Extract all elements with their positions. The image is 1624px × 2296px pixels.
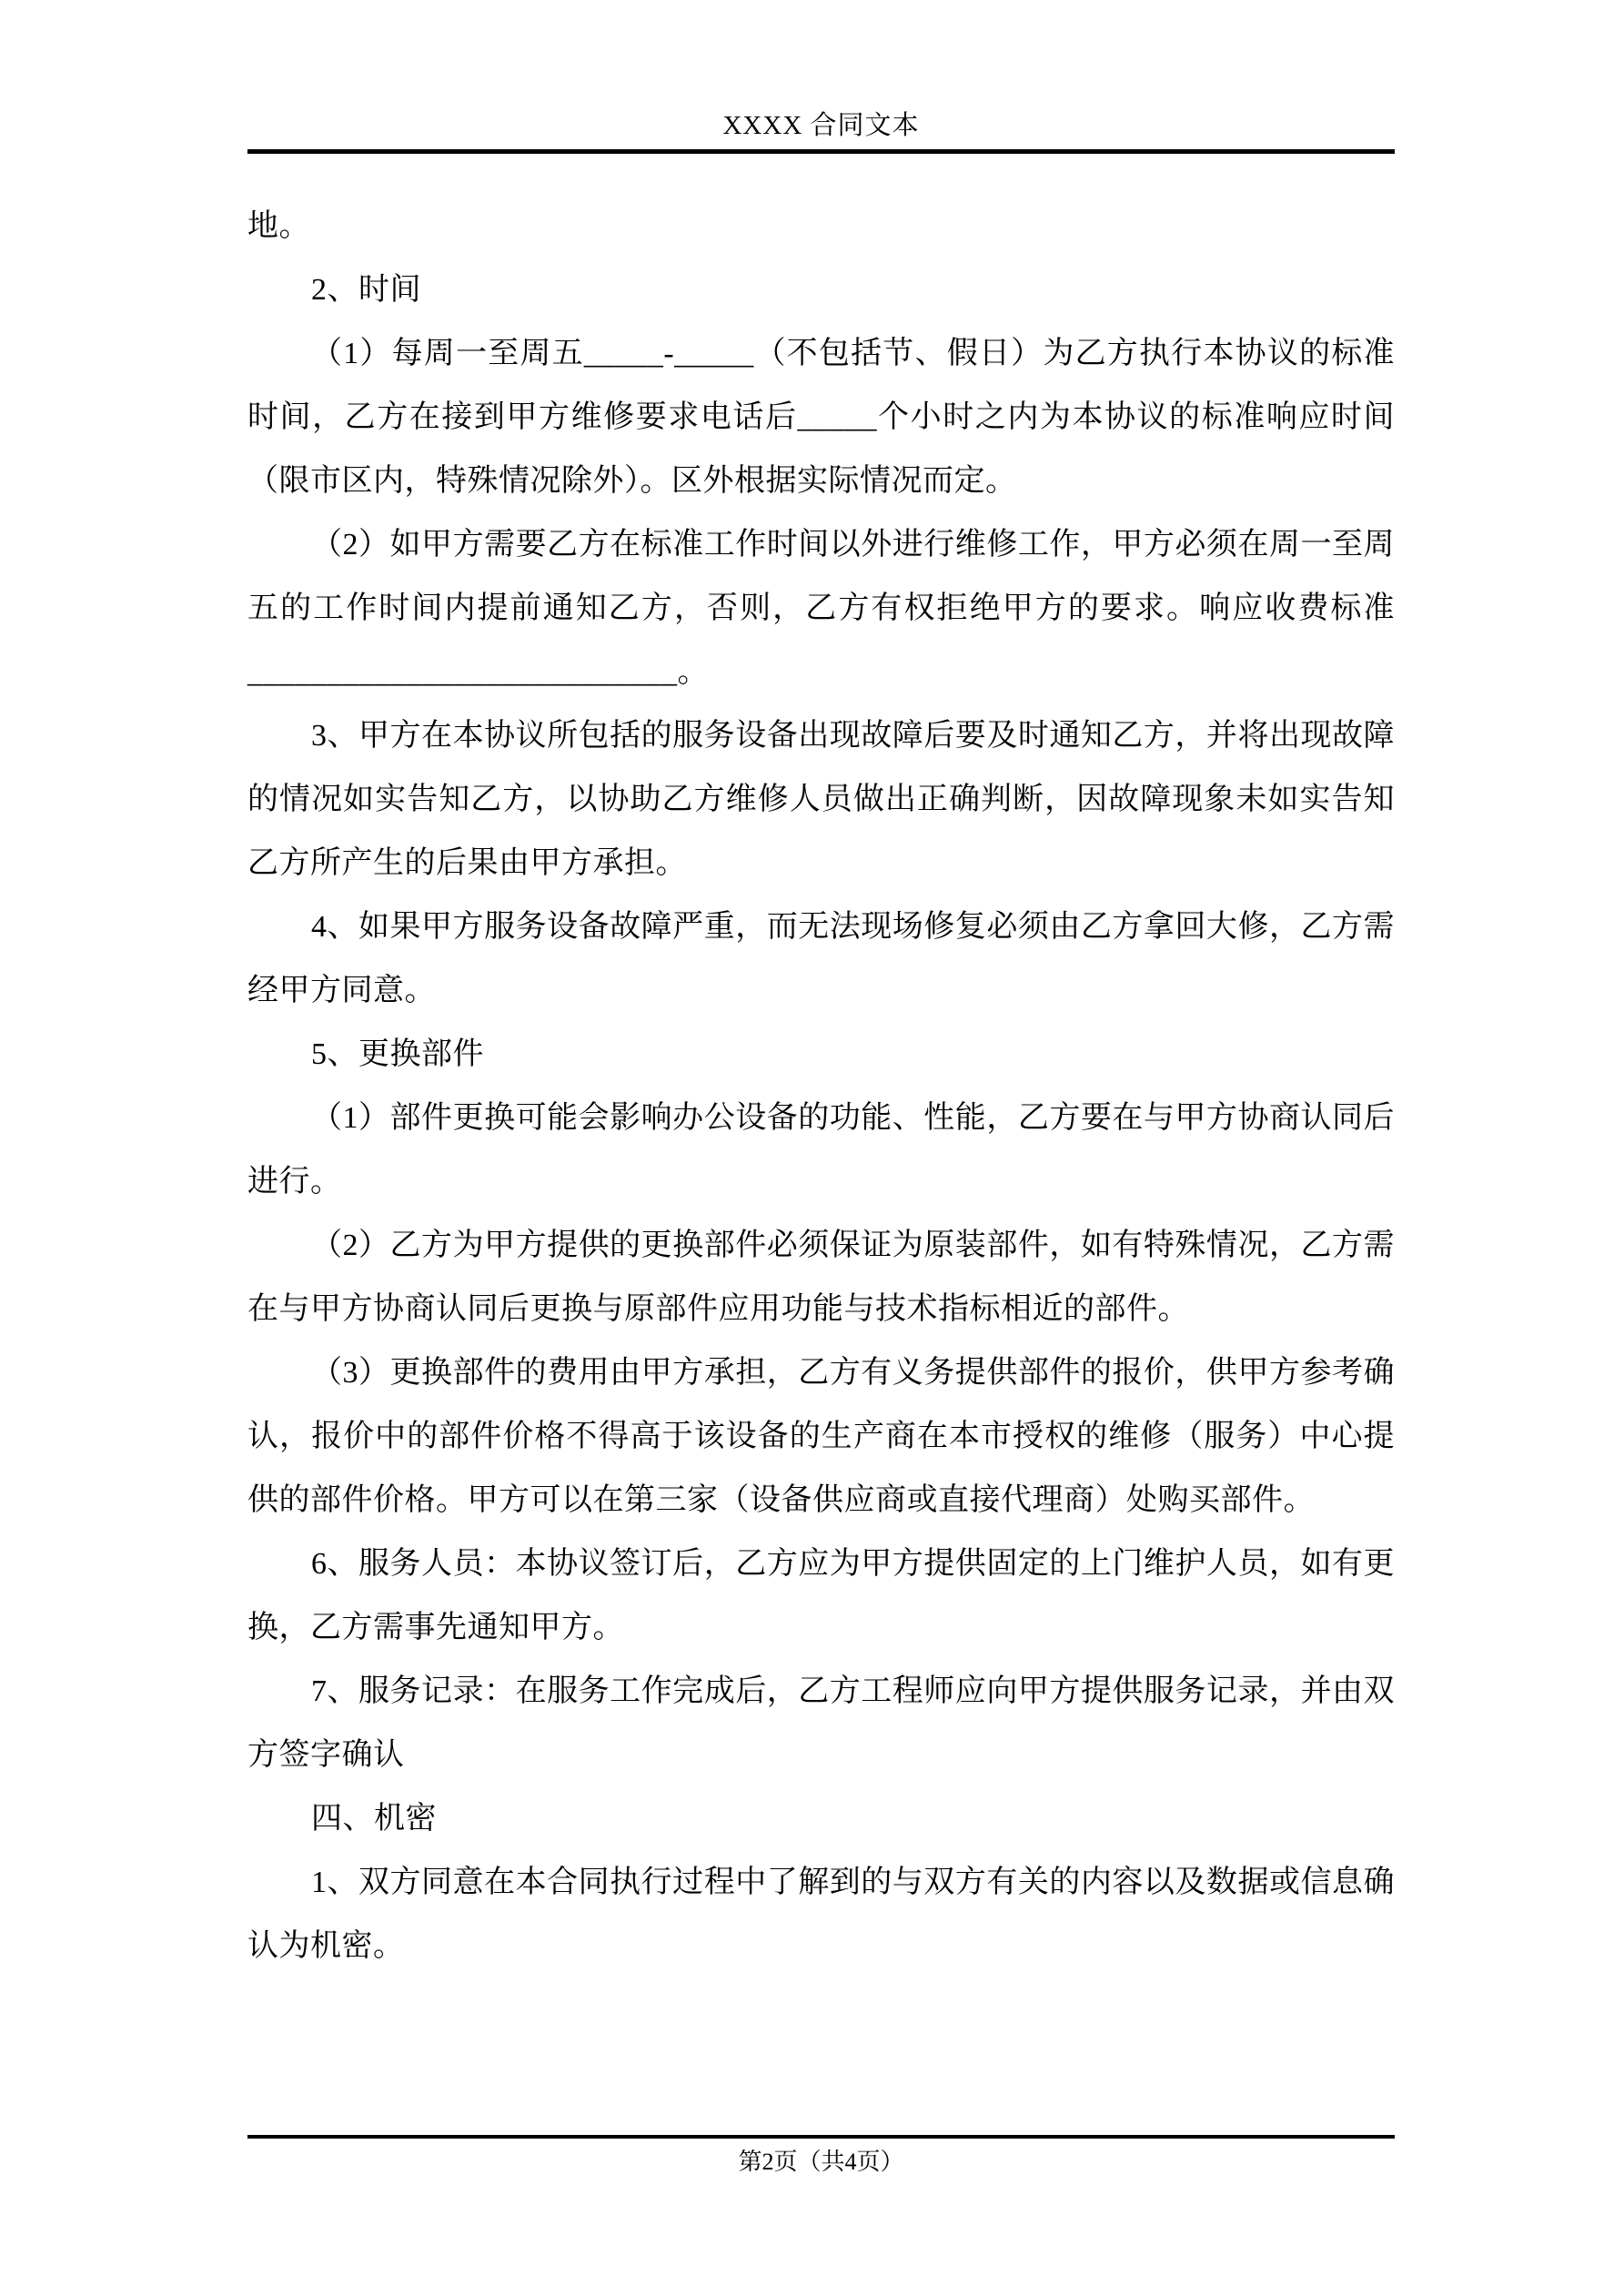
paragraph: 4、如果甲方服务设备故障严重，而无法现场修复必须由乙方拿回大修，乙方需经甲方同意。 bbox=[247, 910, 1395, 1007]
paragraph: 7、服务记录：在服务工作完成后，乙方工程师应向甲方提供服务记录，并由双方签字确认 bbox=[247, 1674, 1395, 1772]
page-header bbox=[247, 0, 1395, 154]
header-title: XXXX 合同文本 bbox=[722, 111, 920, 140]
paragraph: （2）乙方为甲方提供的更换部件必须保证为原装部件，如有特殊情况，乙方需在与甲方协商认同后更换与原部件应用功能与技术指标相近的部件。 bbox=[247, 1229, 1395, 1326]
paragraph: 6、服务人员：本协议签订后，乙方应为甲方提供固定的上门维护人员，如有更换，乙方需事先通知甲方。 bbox=[247, 1547, 1395, 1644]
paragraph: 四、机密 bbox=[311, 1802, 437, 1836]
page-footer bbox=[247, 2135, 1395, 2176]
paragraph: （1）每周一至周五_____-_____（不包括节、假日）为乙方执行本协议的标准时间，乙方在接到甲方维修要求电话后_____个小时之内为本协议的标准响应时间（限市区内，特殊情况除外）。区外根据实际情况而定。 bbox=[247, 337, 1395, 498]
paragraph: 5、更换部件 bbox=[311, 1037, 484, 1071]
paragraph: 2、时间 bbox=[311, 273, 421, 307]
paragraph: （1）部件更换可能会影响办公设备的功能、性能，乙方要在与甲方协商认同后进行。 bbox=[247, 1101, 1395, 1199]
page-number: 第2页（共4页） bbox=[738, 2149, 904, 2175]
paragraph: （3）更换部件的费用由甲方承担，乙方有义务提供部件的报价，供甲方参考确认，报价中的部件价格不得高于该设备的生产商在本市授权的维修（服务）中心提供的部件价格。甲方可以在第三家（设备供应商或直接代理商）处购买部件。 bbox=[247, 1356, 1395, 1517]
paragraph: （2）如甲方需要乙方在标准工作时间以外进行维修工作，甲方必须在周一至周五的工作时间内提前通知乙方，否则，乙方有权拒绝甲方的要求。响应收费标准___________________________。 bbox=[247, 528, 1395, 689]
paragraph: 地。 bbox=[247, 209, 310, 243]
contract-body bbox=[247, 195, 1395, 1978]
paragraph: 3、甲方在本协议所包括的服务设备出现故障后要及时通知乙方，并将出现故障的情况如实告知乙方，以协助乙方维修人员做出正确判断，因故障现象未如实告知乙方所产生的后果由甲方承担。 bbox=[247, 719, 1395, 880]
paragraph: 1、双方同意在本合同执行过程中了解到的与双方有关的内容以及数据或信息确认为机密。 bbox=[247, 1866, 1395, 1963]
